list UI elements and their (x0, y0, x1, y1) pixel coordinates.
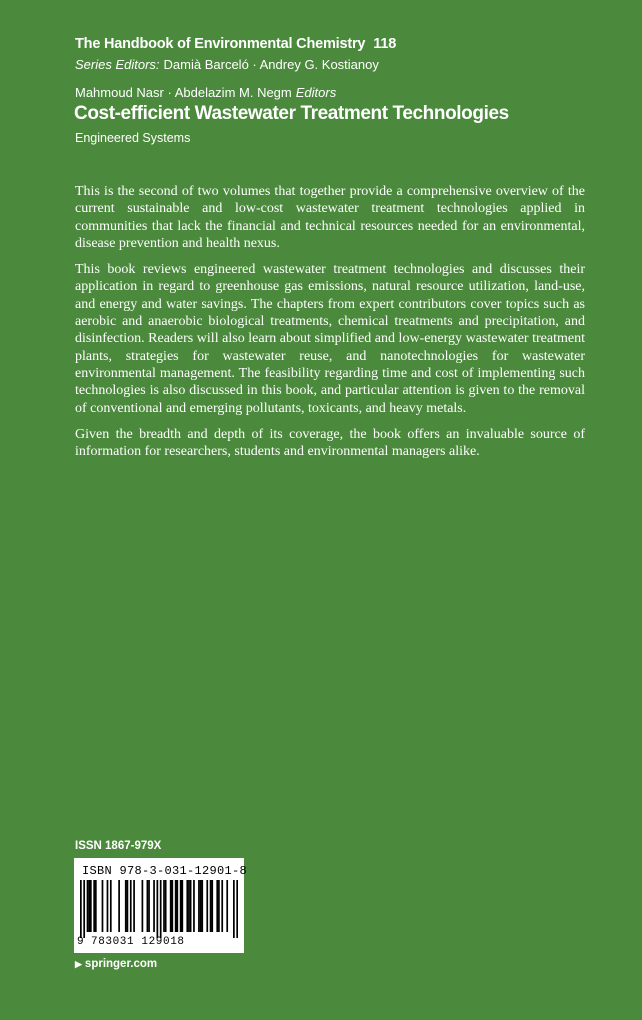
barcode-bar (93, 880, 95, 932)
barcode-bar (153, 880, 155, 932)
series-title (75, 36, 396, 52)
publisher-link[interactable] (75, 958, 157, 970)
barcode-bar (165, 880, 167, 932)
arrow-icon: ▶ (75, 959, 82, 969)
barcode-bar (171, 880, 173, 932)
barcode-bar (201, 880, 203, 932)
barcode-bar (110, 880, 112, 932)
barcode-bar (107, 880, 109, 932)
barcode-bar (181, 880, 183, 932)
barcode-bar (147, 880, 149, 932)
series-editors (75, 57, 379, 72)
barcode-bar (226, 880, 228, 932)
barcode-bars (80, 880, 238, 938)
barcode-bar (142, 880, 144, 932)
barcode-bar (130, 880, 132, 932)
blurb-paragraph: This book reviews engineered wastewater treatment technologies and discusses their application in regard to greenhouse gas emissions, natural resource utilization, land-use, and energy and water savings. The chapters from expert contributors cover topics such as aerobic and anaerobic biological treatments, chemical treatments and precipitation, and disinfection. Readers will also learn about simplified and low-energy wastewater treatment plants, strategies for wastewater reuse, and nanotechnologies for wastewater environmental management. The feasibility regarding time and cost of implementing such technologies is also discussed in this book, and particular attention is given to the removal of conventional and emerging pollutants, toxicants, and heavy metals. (75, 262, 585, 416)
barcode-bar (148, 880, 150, 932)
isbn-label: ISBN 978-3-031-12901-8 (82, 864, 248, 878)
issn: ISSN 1867-979X (75, 840, 162, 852)
barcode-bar (133, 880, 135, 932)
barcode-bar (176, 880, 178, 932)
series-editors-names: Damià Barceló · Andrey G. Kostianoy (163, 57, 379, 72)
barcode-bar (211, 880, 213, 932)
blurb-paragraph: This is the second of two volumes that together provide a comprehensive overview of the current sustainable and low-cost wastewater treatment technologies applied in communities that lack the financial and technical resources needed for an environmental, disease prevention and health nexus. (75, 184, 585, 251)
barcode-bar (125, 880, 127, 932)
barcode-bar (80, 880, 82, 938)
barcode-bar (160, 880, 162, 938)
barcode-bar (95, 880, 97, 932)
barcode-bar (218, 880, 220, 932)
barcode-bar (221, 880, 223, 932)
publisher-url: springer.com (84, 958, 158, 970)
book-title: Cost-efficient Wastewater Treatment Technologies (74, 103, 509, 124)
barcode-bar (198, 880, 200, 932)
barcode-bar (88, 880, 90, 932)
barcode-bar (157, 880, 159, 938)
book-editors (75, 85, 336, 100)
barcode-bar (216, 880, 218, 932)
book-editors-names: Mahmoud Nasr · Abdelazim M. Negm (75, 85, 292, 100)
barcode-bar (90, 880, 92, 932)
barcode-bar (83, 880, 85, 938)
ean-first-digit: 9 (77, 936, 84, 948)
barcode-bar (180, 880, 182, 932)
barcode-bar (118, 880, 120, 932)
barcode-bar (127, 880, 129, 932)
barcode-bar (102, 880, 104, 932)
barcode-bar (186, 880, 188, 932)
barcode-bar (200, 880, 202, 932)
barcode-box (74, 858, 248, 953)
barcode-bar (236, 880, 238, 938)
barcode-bar (210, 880, 212, 932)
book-editors-role: Editors (295, 85, 337, 100)
blurb (75, 183, 585, 469)
book-subtitle: Engineered Systems (75, 131, 191, 145)
blurb-paragraph: Given the breadth and depth of its coverage, the book offers an invaluable source of information for researchers, students and environmental managers alike. (75, 426, 585, 460)
series-editors-label: Series Editors: (75, 57, 160, 72)
barcode-bar (170, 880, 172, 932)
barcode-bar (163, 880, 165, 932)
barcode-bar (206, 880, 208, 932)
barcode-bar (188, 880, 190, 932)
barcode-bar (193, 880, 195, 932)
barcode-bar (233, 880, 235, 938)
ean-digits: 783031 129018 (91, 936, 185, 948)
series-volume: 118 (373, 36, 397, 52)
series-title-text: The Handbook of Environmental Chemistry (75, 36, 366, 52)
barcode-bar (87, 880, 89, 932)
barcode-bar (190, 880, 192, 932)
barcode-bar (175, 880, 177, 932)
